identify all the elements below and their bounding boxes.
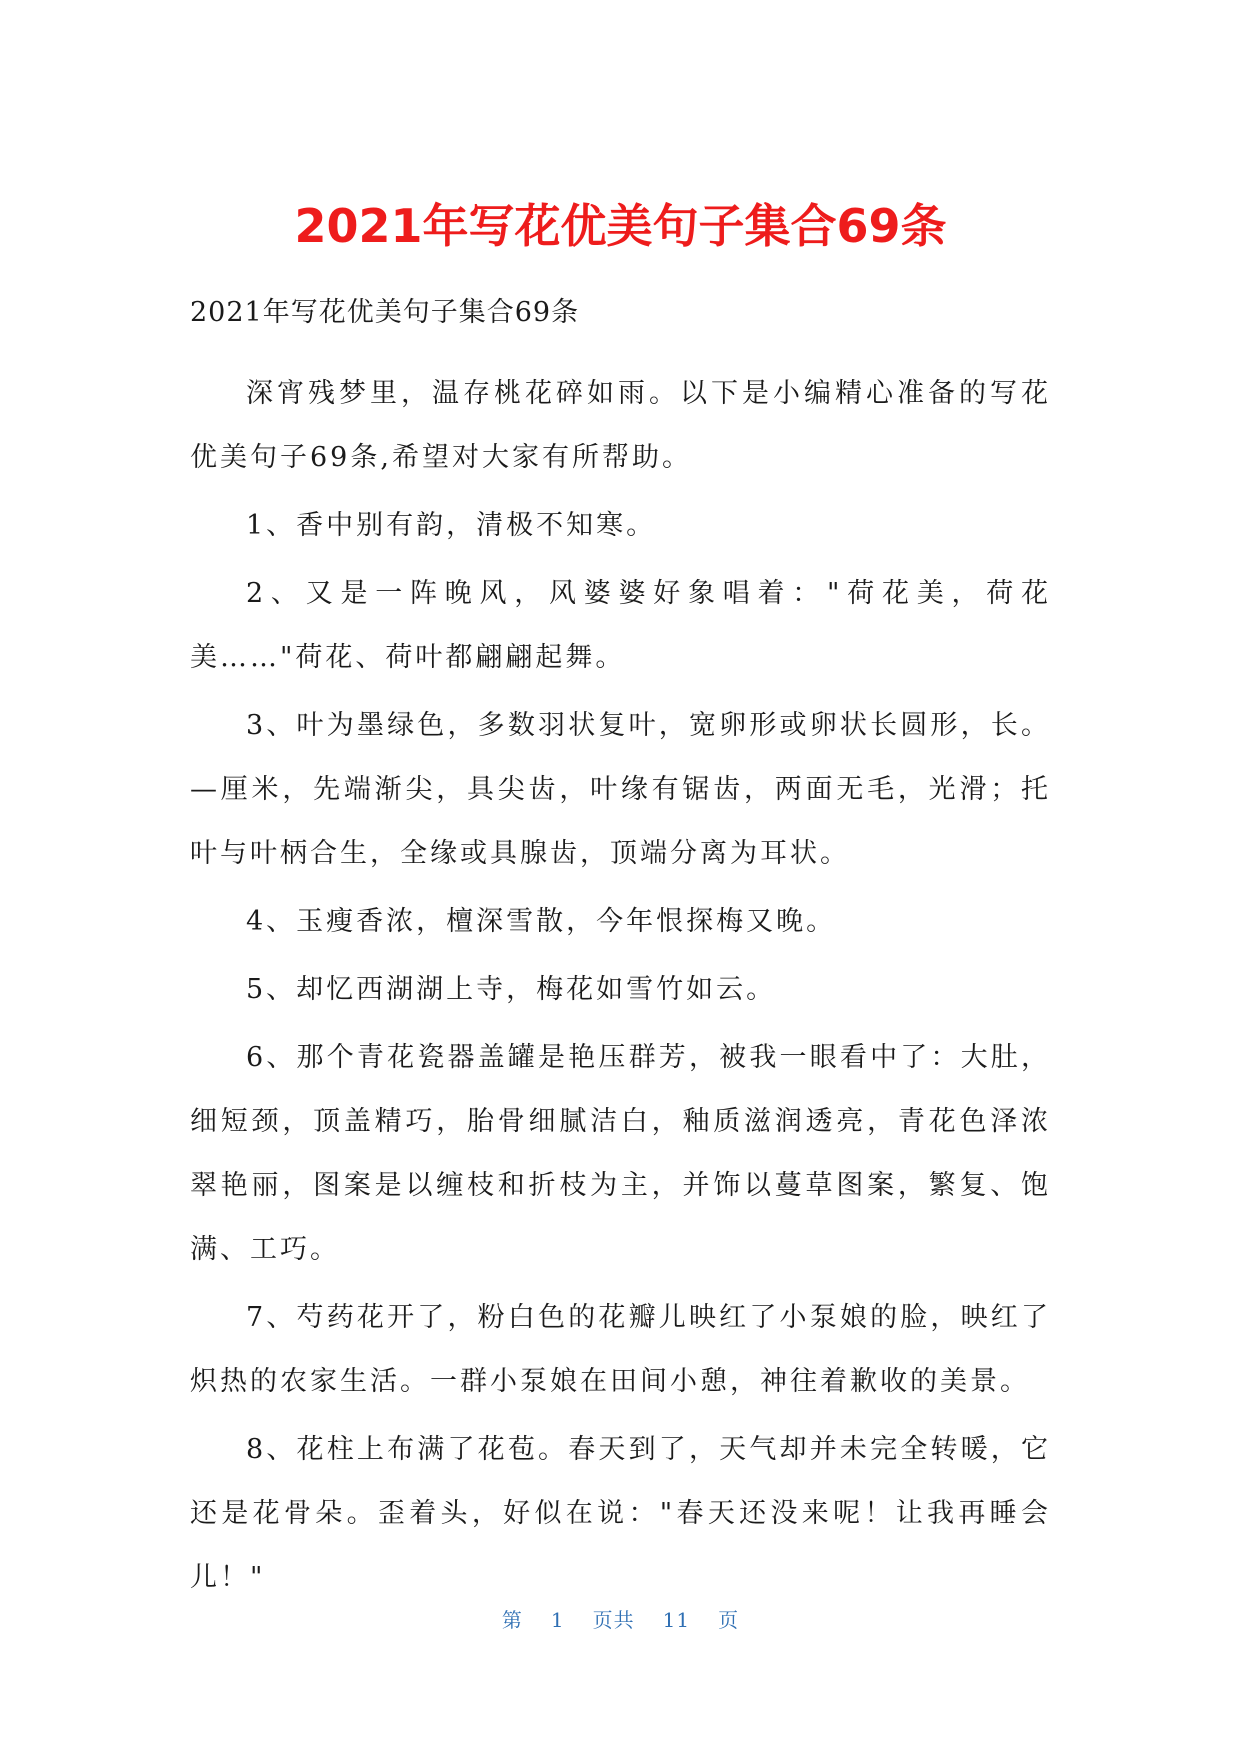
document-title: 2021年写花优美句子集合69条: [294, 199, 947, 253]
paragraph-item-5: 5、却忆西湖湖上寺，梅花如雪竹如云。: [246, 974, 777, 1005]
document-body: [190, 282, 1051, 1614]
footer-page-total: 11: [662, 1608, 691, 1632]
paragraph-item-4: 4、玉瘦香浓，檀深雪散，今年恨探梅又晚。: [246, 906, 837, 937]
paragraph-item-7: 7、芍药花开了，粉白色的花瓣儿映红了小泵娘的脸，映红了炽热的农家生活。一群小泵娘在田间小憩，神往着歉收的美景。: [190, 1302, 1051, 1397]
document-subtitle: 2021年写花优美句子集合69条: [190, 297, 580, 328]
paragraph-item-3: 3、叶为墨绿色，多数羽状复叶，宽卵形或卵状长圆形，长。—厘米，先端渐尖，具尖齿，叶缘有锯齿，两面无毛，光滑；托叶与叶柄合生，全缘或具腺齿，顶端分离为耳状。: [190, 710, 1051, 869]
paragraph-intro: 深宵残梦里，温存桃花碎如雨。以下是小编精心准备的写花优美句子69条,希望对大家有所帮助。: [190, 378, 1051, 473]
page-footer: [0, 1605, 1241, 1635]
footer-label-post: 页: [718, 1608, 740, 1632]
paragraph-item-8: 8、花柱上布满了花苞。春天到了，天气却并未完全转暖，它还是花骨朵。歪着头，好似在说："春天还没来呢！让我再睡会儿！": [190, 1434, 1051, 1593]
footer-page-current: 1: [550, 1608, 565, 1632]
paragraph-item-6: 6、那个青花瓷器盖罐是艳压群芳，被我一眼看中了：大肚，细短颈，顶盖精巧，胎骨细腻洁白，釉质滋润透亮，青花色泽浓翠艳丽，图案是以缠枝和折枝为主，并饰以蔓草图案，繁复、饱满、工巧。: [190, 1042, 1051, 1265]
paragraph-item-2: 2、又是一阵晚风，风婆婆好象唱着："荷花美，荷花美……"荷花、荷叶都翩翩起舞。: [190, 578, 1051, 673]
paragraph-item-1: 1、香中别有韵，清极不知寒。: [246, 510, 657, 541]
footer-label-pre: 第: [501, 1608, 523, 1632]
footer-label-mid: 页共: [592, 1608, 635, 1632]
